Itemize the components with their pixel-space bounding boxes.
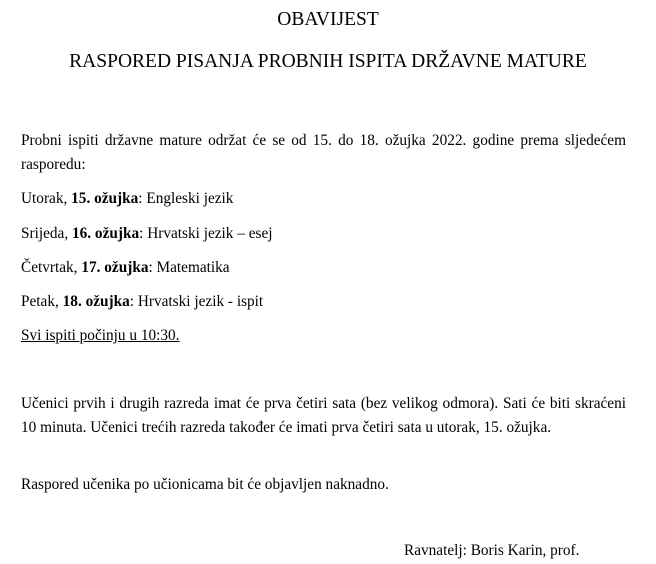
schedule-item-friday xyxy=(21,290,626,314)
classes-paragraph: Učenici prvih i drugih razreda imat će prva četiri sata (bez velikog odmora). Sati će biti skraćeni 10 minuta. Učenici trećih razreda također će imati prva četiri sata u utorak, 15. ožujka. xyxy=(21,395,626,436)
schedule-item-thursday xyxy=(21,256,626,280)
classroom-paragraph: Raspored učenika po učionicama bit će objavljen naknadno. xyxy=(21,476,389,493)
schedule-day: Četvrtak, xyxy=(21,259,82,276)
schedule-date: 17. ožujka xyxy=(81,259,149,276)
schedule-item-tuesday xyxy=(21,187,626,211)
schedule-day: Petak, xyxy=(21,293,63,310)
start-time-note xyxy=(21,324,626,348)
intro-paragraph: Probni ispiti državne mature održat će se od 15. do 18. ožujka 2022. godine prema sljedećem rasporedu: xyxy=(21,132,626,173)
schedule-date: 15. ožujka xyxy=(71,190,139,207)
schedule-subject: : Engleski jezik xyxy=(138,190,234,207)
schedule-day: Utorak, xyxy=(21,190,72,207)
principal-signature: Ravnatelj: Boris Karin, prof. xyxy=(404,542,580,559)
notice-title: OBAVIJEST xyxy=(277,9,379,30)
schedule-date: 18. ožujka xyxy=(62,293,130,310)
schedule-subject: : Hrvatski jezik - ispit xyxy=(129,293,264,310)
schedule-subject: : Hrvatski jezik – esej xyxy=(139,225,273,242)
schedule-day: Srijeda, xyxy=(21,225,72,242)
schedule-subject: : Matematika xyxy=(148,259,230,276)
schedule-date: 16. ožujka xyxy=(71,225,140,242)
start-time-text: Svi ispiti počinju u 10:30. xyxy=(21,327,180,344)
notice-subtitle: RASPORED PISANJA PROBNIH ISPITA DRŽAVNE MATURE xyxy=(69,51,587,72)
schedule-item-wednesday xyxy=(21,222,626,246)
